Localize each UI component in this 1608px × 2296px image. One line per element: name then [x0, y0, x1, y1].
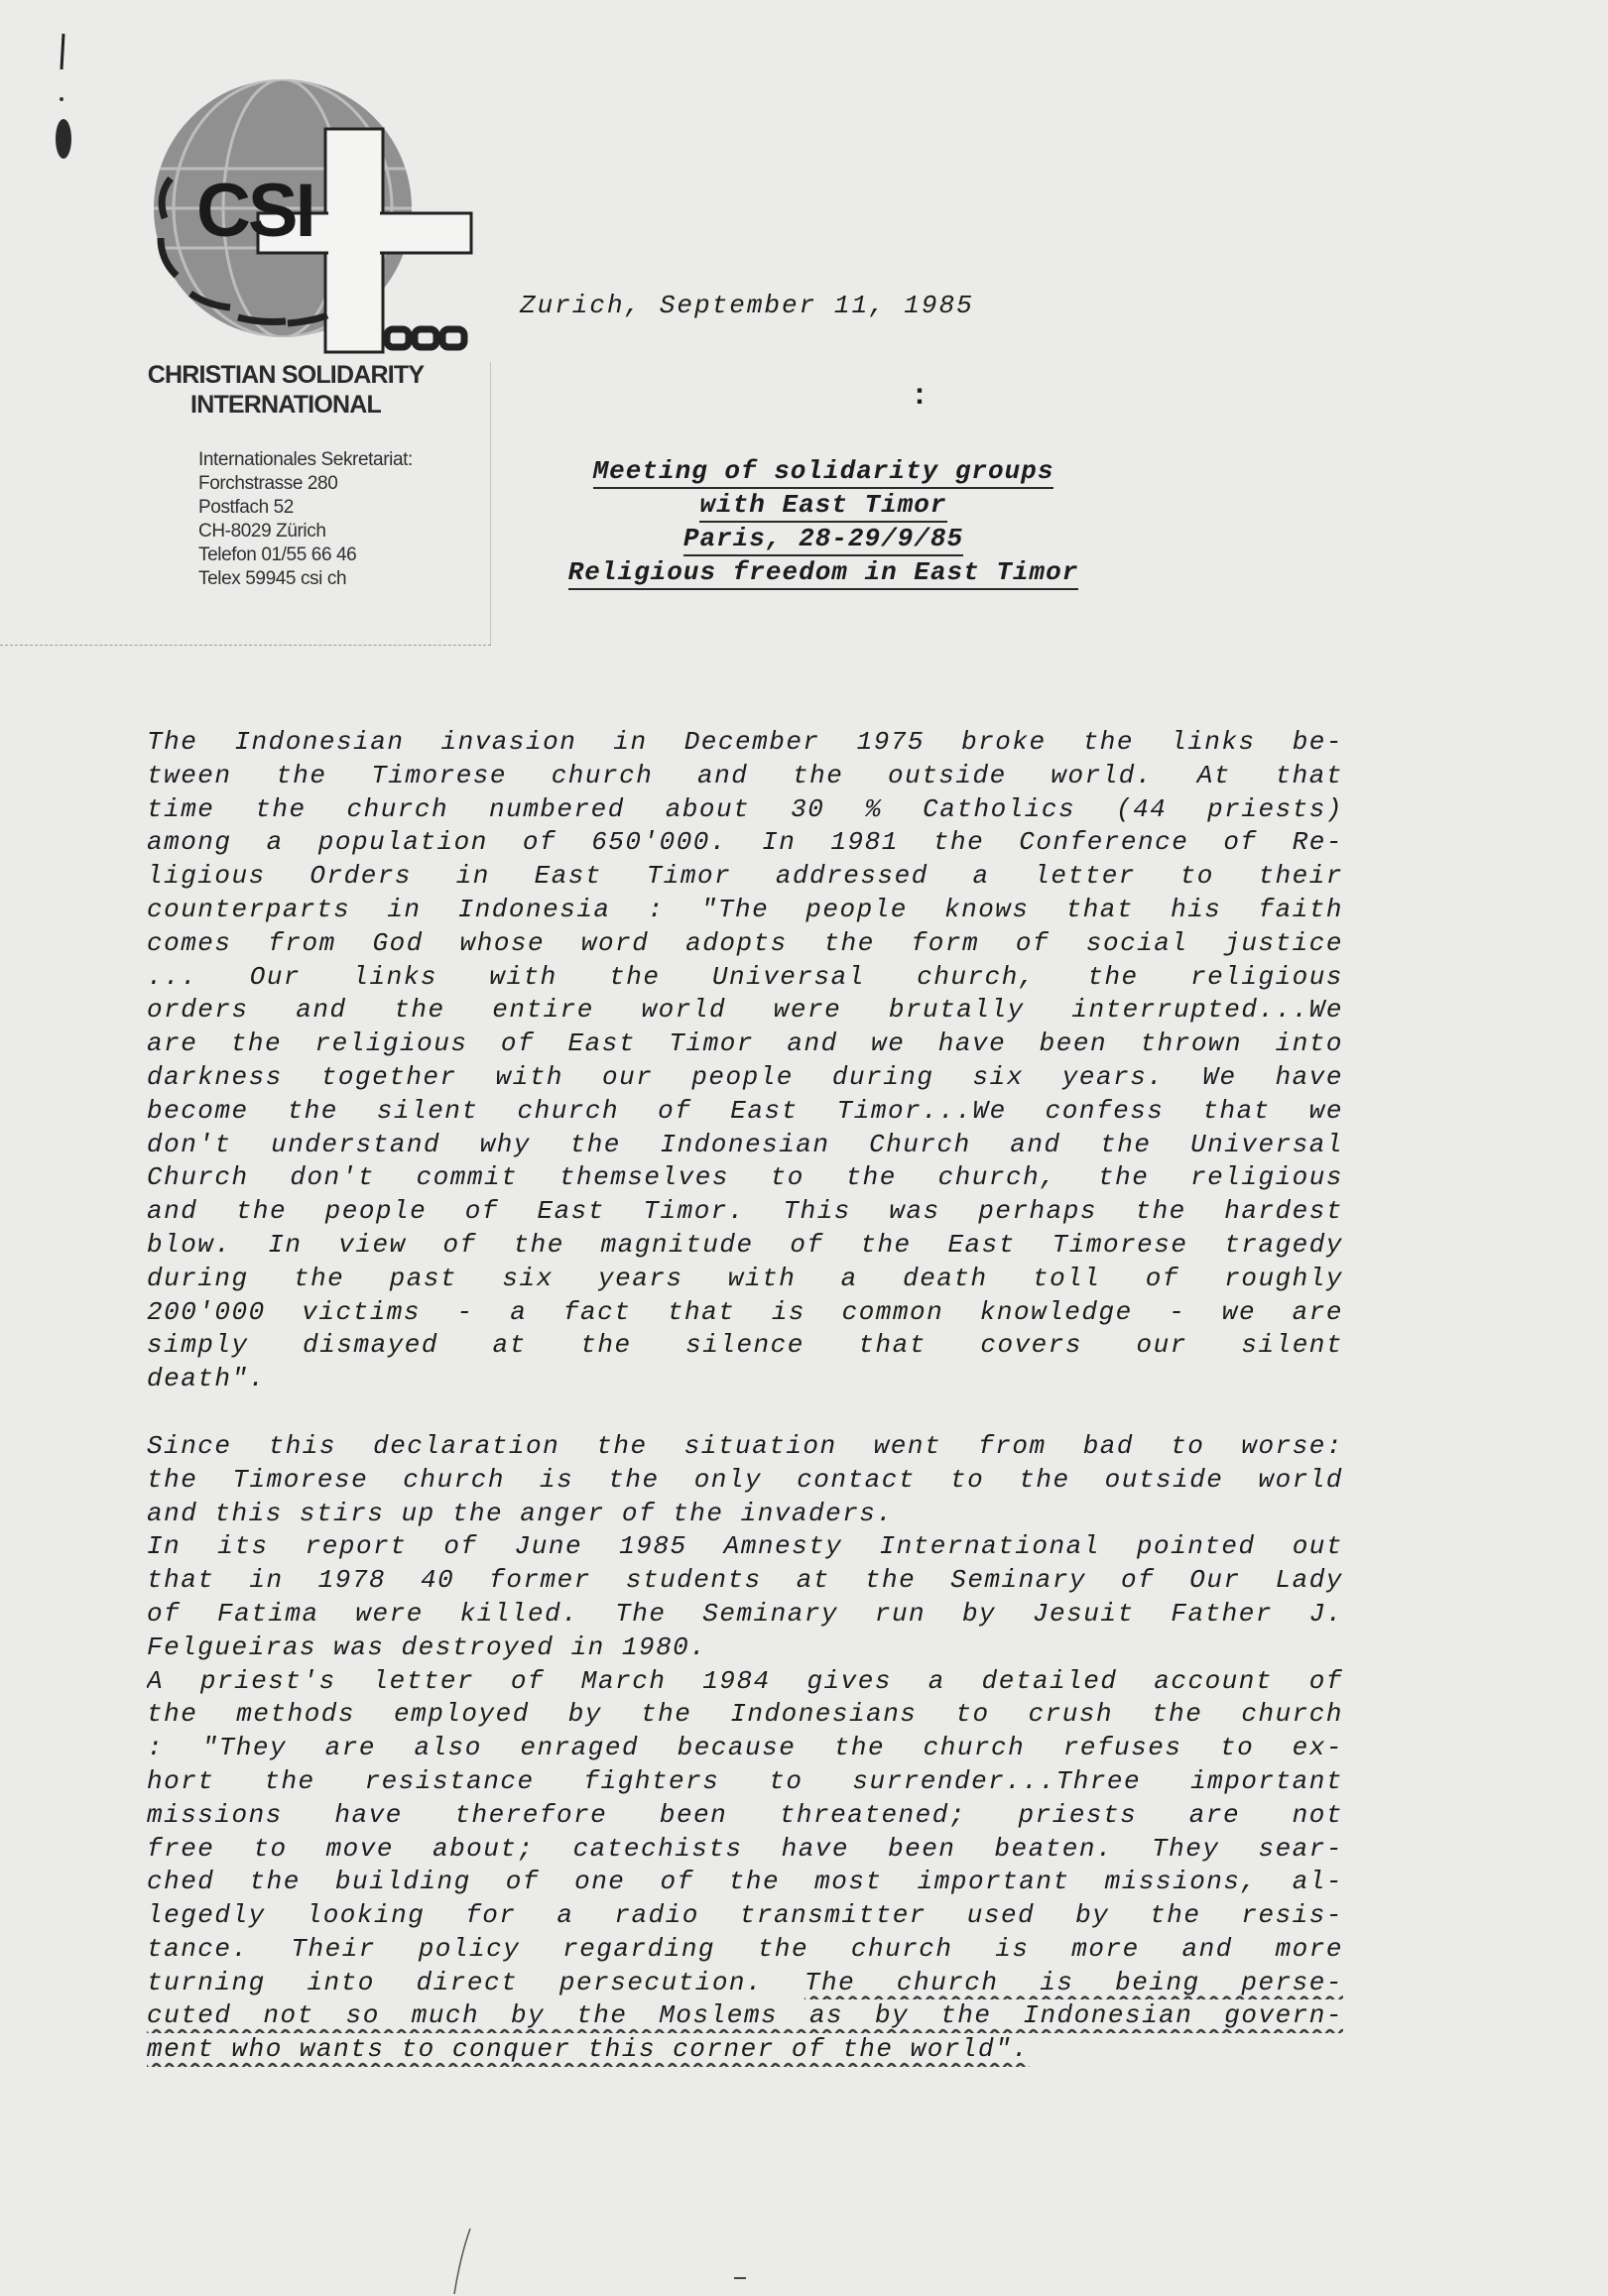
letter-body — [147, 726, 1343, 2067]
letterhead-divider — [0, 645, 491, 646]
logo-text: CSI — [196, 169, 313, 253]
text-line: darkness together with our people during six years. We have — [147, 1061, 1343, 1092]
text-line: free to move about; catechists have been beaten. They sear- — [147, 1833, 1343, 1864]
text-line: simply dismayed at the silence that covers our silent — [147, 1330, 1343, 1361]
text-line — [147, 1967, 1343, 2000]
text-line: Since this declaration the situation went from bad to worse: — [147, 1430, 1343, 1461]
text-line: are the religious of East Timor and we have been thrown into — [147, 1028, 1343, 1059]
text-line: of Fatima were killed. The Seminary run by Jesuit Father J. — [147, 1598, 1343, 1629]
text-line: ... Our links with the Universal church, the religious — [147, 961, 1343, 992]
heading-line-text: Religious freedom in East Timor — [568, 557, 1079, 590]
pen-mark — [452, 2227, 472, 2296]
text-line: become the silent church of East Timor...We confess that we — [147, 1095, 1343, 1126]
paragraph-gap — [147, 1396, 1343, 1430]
letter-heading — [516, 454, 1131, 589]
text-line: and the people of East Timor. This was perhaps the hardest — [147, 1196, 1343, 1227]
text-line: : "They are also enraged because the church refuses to ex- — [147, 1733, 1343, 1763]
text-line: In its report of June 1985 Amnesty International pointed out — [147, 1531, 1343, 1562]
text-line — [147, 2033, 1343, 2067]
punch-hole-mark — [40, 30, 79, 159]
stray-mark: : — [911, 380, 929, 414]
heading-line — [516, 454, 1131, 488]
underlined-segment: cuted not so much by the Moslems as by the Indonesian govern- — [147, 2000, 1343, 2031]
text-line: and this stirs up the anger of the invaders. — [147, 1498, 894, 1528]
text-line: A priest's letter of March 1984 gives a detailed account of — [147, 1665, 1343, 1696]
text-line: hort the resistance fighters to surrender...Three important — [147, 1765, 1343, 1796]
heading-line — [516, 555, 1131, 589]
org-name-line: CHRISTIAN SOLIDARITY — [147, 361, 425, 389]
address-line: Postfach 52 — [198, 497, 294, 518]
text-line: missions have therefore been threatened; priests are not — [147, 1799, 1343, 1830]
text-line: that in 1978 40 former students at the Seminary of Our Lady — [147, 1565, 1343, 1596]
letterhead-address — [198, 448, 413, 591]
text-line: time the church numbered about 30 % Catholics (44 priests) — [147, 793, 1343, 824]
text-line: 200'000 victims - a fact that is common knowledge - we are — [147, 1296, 1343, 1327]
text-line: tance. Their policy regarding the church is more and more — [147, 1933, 1343, 1964]
text-segment: turning into direct persecution. — [147, 1967, 804, 1997]
stray-dash-mark — [734, 2277, 746, 2279]
text-line: Felgueiras was destroyed in 1980. — [147, 1631, 707, 1662]
paragraph-2 — [147, 1430, 1343, 2067]
organization-name — [107, 360, 464, 420]
text-line: The Indonesian invasion in December 1975 broke the links be- — [147, 727, 1343, 757]
address-line: Forchstrasse 280 — [198, 473, 338, 494]
text-line: blow. In view of the magnitude of the East Timorese tragedy — [147, 1229, 1343, 1260]
text-line: ched the building of one of the most important missions, al- — [147, 1867, 1343, 1897]
heading-line-text: Meeting of solidarity groups — [593, 456, 1054, 489]
text-line: orders and the entire world were brutally interrupted...We — [147, 995, 1343, 1026]
text-line: the methods employed by the Indonesians to crush the church — [147, 1699, 1343, 1730]
letter-date: Zurich, September 11, 1985 — [520, 291, 974, 320]
text-line: tween the Timorese church and the outside world. At that — [147, 760, 1343, 790]
text-line: during the past six years with a death toll of roughly — [147, 1263, 1343, 1293]
heading-line-text: with East Timor — [699, 490, 946, 523]
underlined-segment: The church is being perse- — [804, 1967, 1343, 1997]
address-line: Telefon 01/55 66 46 — [198, 544, 357, 565]
address-line: CH-8029 Zürich — [198, 521, 326, 542]
text-line: Church don't commit themselves to the church, the religious — [147, 1162, 1343, 1193]
text-line: counterparts in Indonesia : "The people knows that his faith — [147, 894, 1343, 924]
org-name-line: INTERNATIONAL — [190, 391, 381, 419]
heading-line-text: Paris, 28-29/9/85 — [683, 524, 963, 556]
text-line: comes from God whose word adopts the form of social justice — [147, 927, 1343, 958]
text-line — [147, 1999, 1343, 2033]
text-line: the Timorese church is the only contact to the outside world — [147, 1464, 1343, 1495]
address-line: Telex 59945 csi ch — [198, 568, 347, 589]
address-line: Internationales Sekretariat: — [198, 449, 413, 470]
paragraph-1 — [147, 726, 1343, 1396]
text-line: death". — [147, 1364, 266, 1394]
text-line: legedly looking for a radio transmitter used by the resis- — [147, 1900, 1343, 1931]
csi-logo — [139, 69, 496, 367]
underlined-segment: ment who wants to conquer this corner of the world". — [147, 2034, 1030, 2065]
heading-line — [516, 522, 1131, 555]
text-line: ligious Orders in East Timor addressed a letter to their — [147, 861, 1343, 892]
letterhead-divider-vertical — [490, 362, 491, 645]
heading-line — [516, 488, 1131, 522]
text-line: don't understand why the Indonesian Church and the Universal — [147, 1129, 1343, 1159]
text-line: among a population of 650'000. In 1981 the Conference of Re- — [147, 827, 1343, 858]
